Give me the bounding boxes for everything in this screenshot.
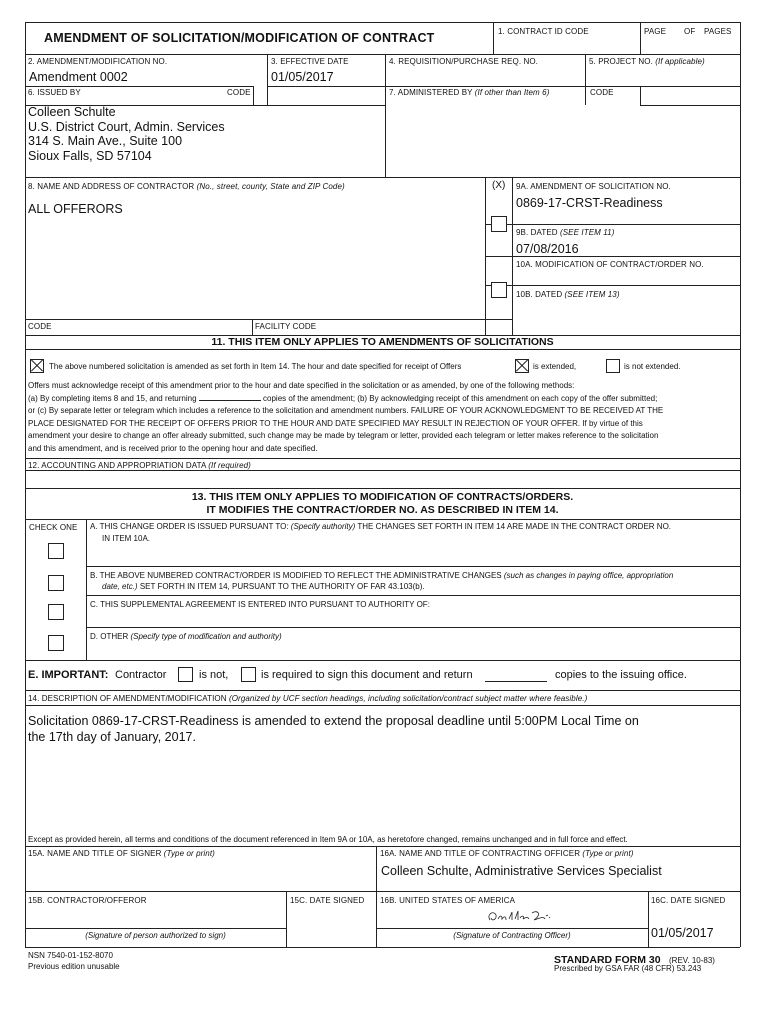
sig-officer-caption: [376, 930, 648, 943]
dated-10b-label-text: 10B. DATED: [516, 290, 563, 299]
item13-d-note: (Specify type of modification and authority): [130, 632, 282, 641]
prescribed-text: Prescribed by GSA FAR (48 CFR) 53.243: [554, 964, 702, 973]
sig-person-text: (Signature of person authorized to sign): [85, 931, 226, 940]
item13-c: C. THIS SUPPLEMENTAL AGREEMENT IS ENTERED INTO PURSUANT TO AUTHORITY OF:: [90, 600, 430, 609]
page-label: PAGE: [644, 27, 667, 36]
item13-b2a: date, etc.): [102, 582, 138, 591]
return-copies-blank[interactable]: [485, 669, 547, 682]
amend-sol-value[interactable]: 0869-17-CRST-Readiness: [516, 196, 663, 210]
item11-para2a: (a) By completing items 8 and 15, and returning: [28, 393, 197, 403]
checkbox-is-required[interactable]: [241, 667, 256, 682]
extended-label: is extended,: [533, 362, 577, 371]
x-mark-label: (X): [492, 180, 506, 191]
issuer-line: Sioux Falls, SD 57104: [28, 148, 152, 163]
mod-label: 10A. MODIFICATION OF CONTRACT/ORDER NO.: [516, 260, 704, 269]
label-16a-note: (Type or print): [582, 849, 634, 858]
item13-b2b: SET FORTH IN ITEM 14, PURSUANT TO THE AUTHORITY OF FAR 43.103(b).: [139, 582, 425, 591]
of-label: OF: [684, 27, 696, 36]
item14-line1: Solicitation 0869-17-CRST-Readiness is amended to extend the proposal deadline until 5:00PM Local Time on: [28, 714, 639, 728]
dated-9b-label: [516, 228, 614, 237]
checkbox-13c[interactable]: [48, 604, 64, 620]
item11-line1: The above numbered solicitation is amended as set forth in Item 14. The hour and date specified for receipt of Offers: [49, 362, 462, 371]
important-is-required: is required to sign this document and return: [261, 669, 473, 681]
label-16a: [380, 849, 634, 858]
dated-9b-note: (SEE ITEM 11): [559, 228, 615, 237]
label-16b: 16B. UNITED STATES OF AMERICA: [380, 896, 516, 905]
contractor-code-label: CODE: [28, 322, 52, 331]
item14-label-note: (Organized by UCF section headings, including solicitation/contract subject matter where feasible.): [228, 694, 588, 703]
item11-para6: and this amendment, and is received prior to the opening hour and date specified.: [28, 443, 318, 453]
issuer-line: Colleen Schulte: [28, 105, 116, 119]
item13-a-note: (Specify authority): [290, 522, 356, 531]
sig-officer-text: (Signature of Contracting Officer): [453, 931, 571, 940]
pages-label: PAGES: [704, 27, 732, 36]
label-15a-text: 15A. NAME AND TITLE OF SIGNER: [28, 849, 162, 858]
item13-a2: THE CHANGES SET FORTH IN ITEM 14 ARE MADE IN THE CONTRACT ORDER NO.: [357, 522, 672, 531]
dated-10b-note: (SEE ITEM 13): [564, 290, 620, 299]
item11-para: [28, 380, 663, 456]
prev-edition-text: Previous edition unusable: [28, 962, 120, 971]
administered-label: [389, 88, 549, 97]
issuer-line: U.S. District Court, Admin. Services: [28, 119, 225, 134]
project-label-text: 5. PROJECT NO.: [589, 57, 653, 66]
item13-title2: IT MODIFIES THE CONTRACT/ORDER NO. AS DESCRIBED IN ITEM 14.: [206, 504, 559, 516]
sf30-text: STANDARD FORM 30: [554, 954, 661, 966]
checkbox-13d[interactable]: [48, 635, 64, 651]
checkbox-10a[interactable]: [491, 282, 507, 298]
item14-label: [28, 694, 587, 703]
item13-d: [90, 631, 282, 644]
item14-label-text: 14. DESCRIPTION OF AMENDMENT/MODIFICATION: [28, 694, 227, 703]
issued-code-label: CODE: [227, 88, 251, 97]
effective-date-label: 3. EFFECTIVE DATE: [271, 57, 349, 66]
item11-para3: or (c) By separate letter or telegram which includes a reference to the solicitation and amendment numbers. FAILURE OF YOUR ACKNOWLEDGMENT TO BE RECEIVED AT THE: [28, 406, 664, 416]
item13-a3: IN ITEM 10A.: [102, 534, 151, 543]
important-label: E. IMPORTANT:: [28, 669, 109, 681]
effective-date-value[interactable]: 01/05/2017: [271, 70, 334, 84]
dated-9b-value[interactable]: 07/08/2016: [516, 242, 579, 256]
facility-code-label: FACILITY CODE: [255, 322, 317, 331]
item13-a: [90, 521, 671, 534]
nsn-text: NSN 7540-01-152-8070: [28, 951, 113, 960]
checkbox-amended[interactable]: [30, 359, 44, 373]
item13-title1: 13. THIS ITEM ONLY APPLIES TO MODIFICATION OF CONTRACTS/ORDERS.: [191, 491, 574, 503]
item13-b2: [102, 581, 425, 594]
accounting-note: (If required): [208, 461, 251, 470]
project-label: [589, 57, 705, 66]
label-16a-text: 16A. NAME AND TITLE OF CONTRACTING OFFICER: [380, 849, 581, 858]
administered-label-text: 7. ADMINISTERED BY: [389, 88, 473, 97]
checkbox-13b[interactable]: [48, 575, 64, 591]
item13-d1: D. OTHER: [90, 632, 129, 641]
copies-blank[interactable]: [199, 400, 261, 401]
item14-line2: the 17th day of January, 2017.: [28, 730, 196, 744]
date-signed-16c[interactable]: 01/05/2017: [651, 926, 714, 940]
officer-name[interactable]: Colleen Schulte, Administrative Services Specialist: [381, 864, 662, 878]
item13-a1: A. THIS CHANGE ORDER IS ISSUED PURSUANT TO:: [90, 522, 289, 531]
checkbox-is-not[interactable]: [178, 667, 193, 682]
checkbox-extended[interactable]: [515, 359, 529, 373]
administered-note: (If other than Item 6): [474, 88, 550, 97]
item11-para1: Offers must acknowledge receipt of this amendment prior to the hour and date specified in the solicitation or as amended, by one of the following methods:: [28, 381, 575, 390]
important-copies: copies to the issuing office.: [555, 669, 687, 681]
not-extended-label: is not extended.: [624, 362, 681, 371]
contractor-label-text: 8. NAME AND ADDRESS OF CONTRACTOR: [28, 182, 195, 191]
item11-para5: amendment your desire to change an offer already submitted, such change may be made by telegram or letter, provided each telegram or letter makes reference to the solicitation: [28, 431, 659, 441]
important-is-not: is not,: [199, 669, 229, 681]
sig-person-caption: [25, 930, 286, 943]
label-15c: 15C. DATE SIGNED: [290, 896, 365, 905]
item13-b-note: (such as changes in paying office, appropriation: [503, 571, 674, 580]
label-16c: 16C. DATE SIGNED: [651, 896, 726, 905]
requisition-label: 4. REQUISITION/PURCHASE REQ. NO.: [389, 57, 539, 66]
form-title: AMENDMENT OF SOLICITATION/MODIFICATION OF CONTRACT: [44, 31, 435, 45]
issuer-address: [28, 105, 225, 163]
item11-title: 11. THIS ITEM ONLY APPLIES TO AMENDMENTS OF SOLICITATIONS: [211, 336, 554, 348]
contract-id-label: 1. CONTRACT ID CODE: [498, 27, 589, 36]
contractor-label-note: (No., street, county, State and ZIP Code): [196, 182, 345, 191]
issuer-line: 314 S. Main Ave., Suite 100: [28, 134, 183, 148]
checkbox-13a[interactable]: [48, 543, 64, 559]
issued-by-label: 6. ISSUED BY: [28, 88, 81, 97]
item11-para4: PLACE DESIGNATED FOR THE RECEIPT OF OFFERS PRIOR TO THE HOUR AND DATE SPECIFIED MAY RESULT IN REJECTION OF YOUR OFFER. If by virtue of this: [28, 418, 643, 428]
checkbox-9a[interactable]: [491, 216, 507, 232]
important-contractor: Contractor: [115, 669, 167, 681]
item14-description[interactable]: [28, 713, 639, 745]
contractor-label: [28, 182, 345, 191]
dated-9b-label-text: 9B. DATED: [516, 228, 558, 237]
officer-signature: [482, 906, 552, 928]
label-15a-note: (Type or print): [163, 849, 215, 858]
project-note: (If applicable): [655, 57, 705, 66]
amendment-no-label: 2. AMENDMENT/MODIFICATION NO.: [28, 57, 168, 66]
amendment-no-value[interactable]: Amendment 0002: [29, 70, 128, 84]
rev-text: (REV. 10-83): [669, 956, 715, 965]
accounting-label: [28, 461, 251, 470]
checkbox-not-extended[interactable]: [606, 359, 620, 373]
label-15a: [28, 849, 215, 858]
item11-para2: [28, 393, 663, 406]
contractor-value[interactable]: ALL OFFERORS: [28, 202, 123, 216]
item11-para2b: copies of the amendment; (b) By acknowledging receipt of this amendment on each copy of the offer submitted;: [263, 393, 658, 403]
administered-code-label: CODE: [590, 88, 614, 97]
item13-b1: B. THE ABOVE NUMBERED CONTRACT/ORDER IS MODIFIED TO REFLECT THE ADMINISTRATIVE CHANGES: [90, 571, 502, 580]
check-one-label: CHECK ONE: [29, 523, 78, 532]
amend-sol-label: 9A. AMENDMENT OF SOLICITATION NO.: [516, 182, 671, 191]
label-15b: 15B. CONTRACTOR/OFFEROR: [28, 896, 147, 905]
accounting-label-text: 12. ACCOUNTING AND APPROPRIATION DATA: [28, 461, 206, 470]
except-text: Except as provided herein, all terms and conditions of the document referenced in Item 9A or 10A, as heretofore changed, remains unchanged and in full force and effect.: [28, 835, 628, 844]
dated-10b-label: [516, 290, 620, 299]
